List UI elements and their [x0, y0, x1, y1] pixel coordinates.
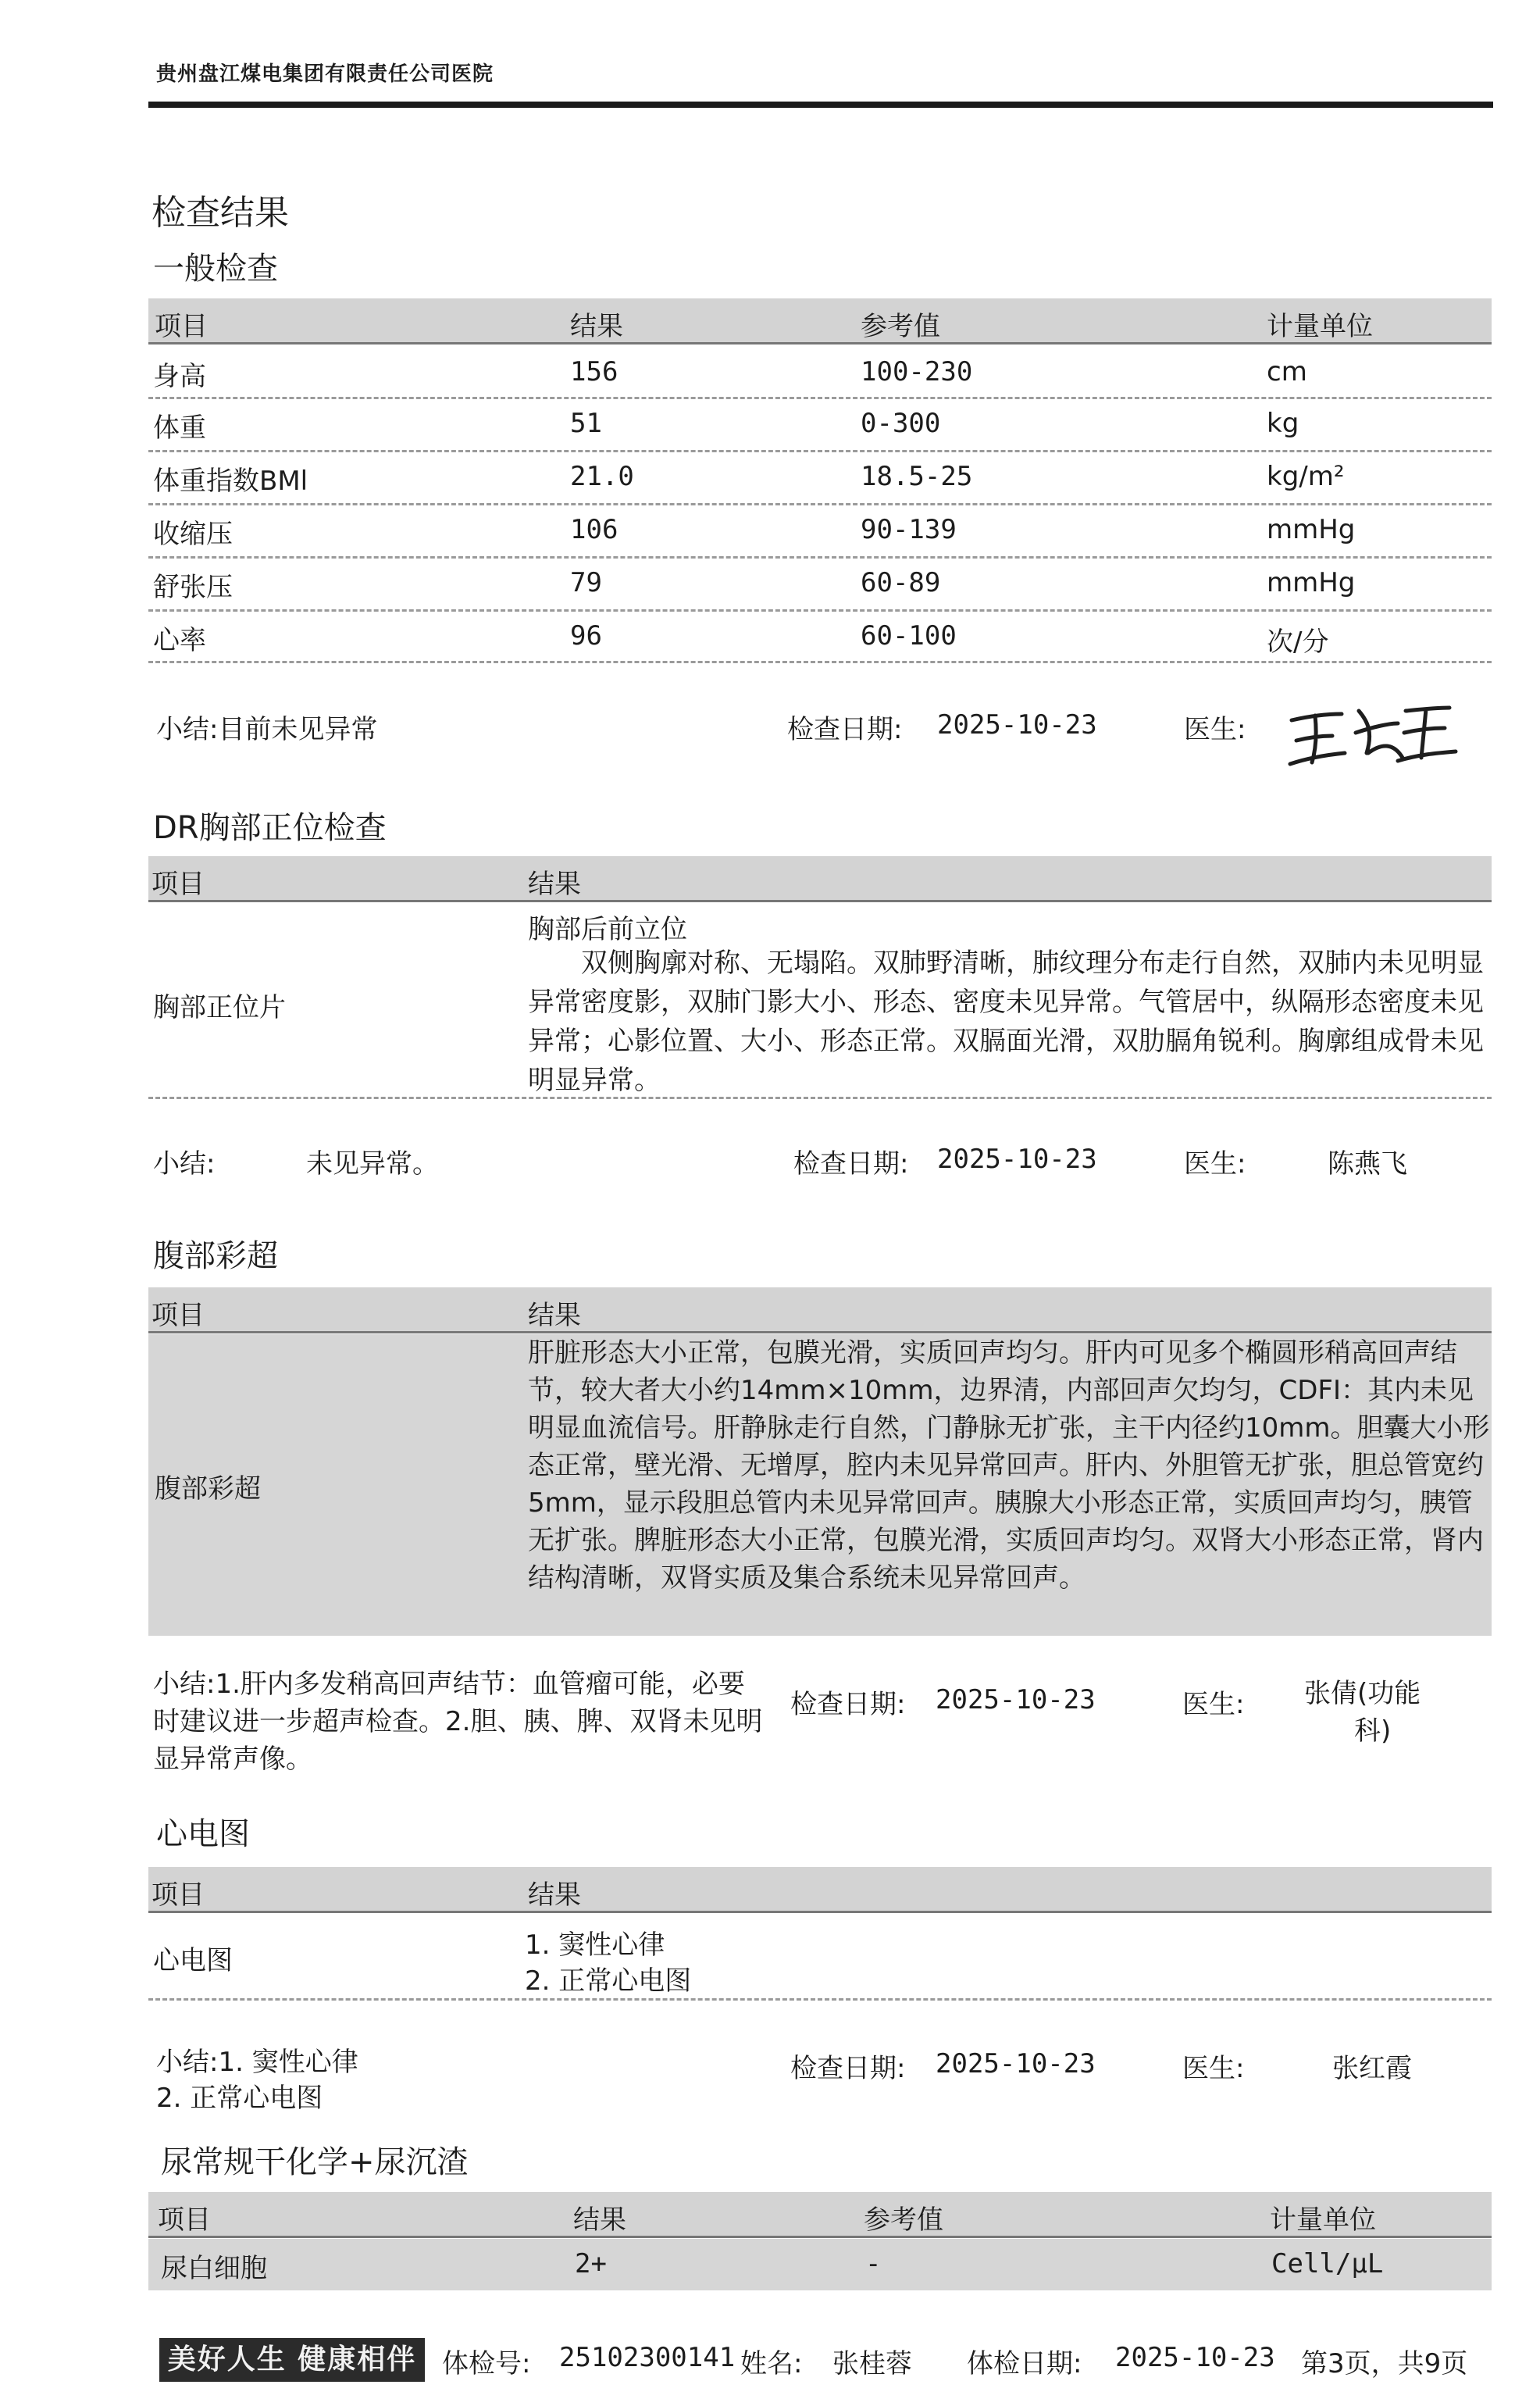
col-reference: 参考值 — [864, 2204, 943, 2236]
col-result: 结果 — [573, 2204, 626, 2236]
col-reference: 参考值 — [861, 311, 940, 342]
cell-result: 106 — [570, 514, 618, 545]
abdomen-table-header — [148, 1287, 1492, 1333]
cell-unit: Cell/μL — [1271, 2248, 1384, 2279]
cell-item: 收缩压 — [153, 519, 233, 550]
ecg-summary-line2: 2. 正常心电图 — [156, 2083, 323, 2114]
name-label: 姓名: — [740, 2348, 803, 2379]
cell-result: 156 — [570, 356, 618, 387]
cell-unit: 次/分 — [1267, 626, 1329, 658]
col-item: 项目 — [155, 311, 208, 342]
dr-doctor-label: 医生: — [1184, 1148, 1246, 1180]
cell-result: 96 — [570, 620, 602, 651]
general-table-header — [148, 298, 1492, 344]
col-unit: 计量单位 — [1267, 311, 1373, 342]
ecg-result-line2: 2. 正常心电图 — [525, 1965, 692, 1997]
cell-reference: 60-89 — [861, 567, 941, 598]
cell-result: 79 — [570, 567, 602, 598]
row-divider — [148, 503, 1492, 505]
patient-name: 张桂蓉 — [832, 2348, 912, 2379]
cell-item: 体重指数BMl — [153, 466, 308, 497]
general-date: 2025-10-23 — [937, 709, 1097, 741]
row-divider — [148, 609, 1492, 612]
dr-date: 2025-10-23 — [937, 1144, 1097, 1175]
cell-reference: 90-139 — [861, 514, 957, 545]
cell-item: 胸部正位片 — [153, 992, 286, 1023]
row-divider — [148, 1998, 1492, 2001]
cell-unit: cm — [1267, 356, 1307, 387]
dr-summary-label: 小结: — [153, 1148, 216, 1180]
exam-no: 25102300141 — [559, 2342, 736, 2373]
col-item: 项目 — [152, 1300, 205, 1331]
page-indicator: 第3页，共9页 — [1301, 2348, 1468, 2379]
abdomen-doctor-label: 医生: — [1182, 1689, 1245, 1720]
abdomen-summary: 小结:1.肝内多发稍高回声结节：血管瘤可能，必要时建议进一步超声检查。2.胆、胰、脾、双肾未见明显异常声像。 — [153, 1669, 763, 1775]
col-result: 结果 — [528, 1300, 581, 1331]
page-title: 检查结果 — [152, 193, 289, 233]
row-divider — [148, 661, 1492, 663]
cell-reference: 60-100 — [861, 620, 957, 651]
cell-item: 身高 — [153, 361, 206, 392]
row-divider — [148, 450, 1492, 452]
ecg-date-label: 检查日期: — [790, 2053, 906, 2084]
cell-reference: 18.5-25 — [861, 461, 973, 492]
section-title-ecg: 心电图 — [156, 1816, 250, 1852]
col-result: 结果 — [528, 1879, 581, 1911]
dr-result-heading: 胸部后前立位 — [528, 914, 687, 945]
cell-reference: 100-230 — [861, 356, 973, 387]
col-item: 项目 — [152, 1879, 205, 1911]
col-result: 结果 — [528, 869, 581, 900]
section-title-dr: DR胸部正位检查 — [153, 810, 387, 846]
abdomen-row — [148, 1334, 1492, 1636]
cell-unit: kg — [1267, 408, 1299, 439]
abdomen-result-text: 肝脏形态大小正常，包膜光滑，实质回声均匀。肝内可见多个椭圆形稍高回声结节，较大者大小约14mm×10mm，边界清，内部回声欠均匀，CDFI：其内未见明显血流信号。肝静脉走行自然，门静脉无扩张，主干内径约10mm。胆囊大小形态正常，壁光滑、无增厚，腔内未见异常回声。肝内、外胆管无扩张，胆总管宽约5mm，显示段胆总管内未见异常回声。胰腺大小形态正常，实质回声均匀，胰管无扩张。脾脏形态大小正常，包膜光滑，实质回声均匀。双肾大小形态正常，肾内结构清晰，双肾实质及集合系统未见异常回声。 — [528, 1337, 1490, 1594]
general-date-label: 检查日期: — [787, 714, 903, 745]
exam-date-label: 体检日期: — [967, 2348, 1082, 2379]
cell-item: 舒张压 — [153, 572, 233, 603]
section-title-general: 一般检查 — [153, 251, 278, 287]
cell-reference: 0-300 — [861, 408, 941, 439]
general-summary: 小结:目前未见异常 — [156, 714, 378, 745]
dr-date-label: 检查日期: — [793, 1148, 909, 1180]
dr-summary-text: 未见异常。 — [306, 1148, 439, 1180]
cell-item: 腹部彩超 — [155, 1473, 261, 1505]
ecg-result-line1: 1. 窦性心律 — [525, 1929, 665, 1961]
exam-date: 2025-10-23 — [1115, 2342, 1275, 2373]
dr-doctor: 陈燕飞 — [1328, 1148, 1407, 1180]
table-row — [148, 2239, 1492, 2290]
cell-unit: kg/m² — [1267, 461, 1345, 492]
row-divider — [148, 1097, 1492, 1099]
cell-item: 尿白细胞 — [161, 2253, 267, 2284]
col-item: 项目 — [152, 869, 205, 900]
urine-table-header — [148, 2192, 1492, 2238]
abdomen-date: 2025-10-23 — [936, 1684, 1096, 1715]
ecg-table-header — [148, 1867, 1492, 1913]
row-divider — [148, 556, 1492, 559]
cell-item: 心电图 — [153, 1945, 233, 1976]
hospital-name: 贵州盘江煤电集团有限责任公司医院 — [156, 62, 494, 86]
row-divider — [148, 397, 1492, 399]
cell-item: 心率 — [153, 625, 206, 656]
cell-item: 体重 — [153, 412, 206, 444]
col-unit: 计量单位 — [1270, 2204, 1376, 2236]
cell-result: 2+ — [575, 2248, 607, 2279]
ecg-summary-line1: 小结:1. 窦性心律 — [156, 2047, 358, 2078]
general-doctor-label: 医生: — [1184, 714, 1246, 745]
cell-unit: mmHg — [1267, 514, 1356, 545]
ecg-doctor-label: 医生: — [1182, 2053, 1245, 2084]
cell-unit: mmHg — [1267, 567, 1356, 598]
doctor-signature — [1281, 687, 1460, 773]
cell-reference: - — [865, 2248, 882, 2279]
section-title-urine: 尿常规干化学+尿沉渣 — [161, 2144, 469, 2180]
footer-brand: 美好人生 健康相伴 — [159, 2338, 425, 2382]
cell-result: 51 — [570, 408, 602, 439]
ecg-date: 2025-10-23 — [936, 2048, 1096, 2079]
ecg-doctor: 张红霞 — [1332, 2053, 1412, 2084]
header-divider — [148, 102, 1493, 108]
abdomen-date-label: 检查日期: — [790, 1689, 906, 1720]
col-result: 结果 — [570, 311, 623, 342]
section-title-abdomen: 腹部彩超 — [153, 1238, 278, 1274]
dr-table-header — [148, 856, 1492, 902]
abdomen-doctor-dept: 科) — [1354, 1715, 1392, 1747]
col-item: 项目 — [158, 2204, 211, 2236]
exam-no-label: 体检号: — [442, 2348, 531, 2379]
dr-result-text: 双侧胸廓对称、无塌陷。双肺野清晰，肺纹理分布走行自然，双肺内未见明显异常密度影，双肺门影大小、形态、密度未见异常。气管居中，纵隔形态密度未见异常；心影位置、大小、形态正常。双膈面光滑，双肋膈角锐利。胸廓组成骨未见明显异常。 — [528, 948, 1484, 1096]
abdomen-doctor: 张倩(功能 — [1304, 1678, 1421, 1709]
cell-result: 21.0 — [570, 461, 634, 492]
